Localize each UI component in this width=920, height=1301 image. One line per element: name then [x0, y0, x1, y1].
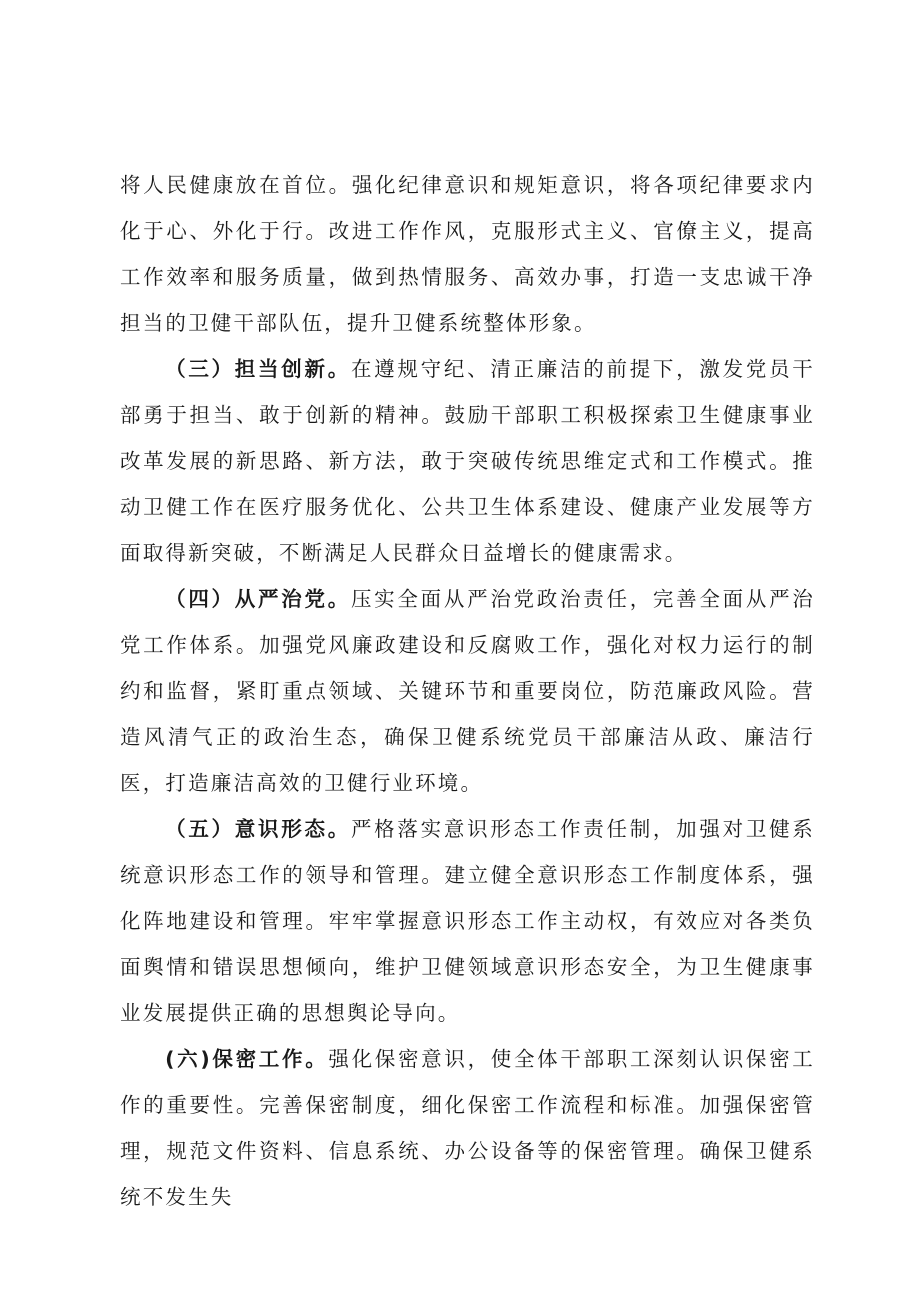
section-heading: （三）担当创新。 [165, 357, 351, 381]
section-heading: (六)保密工作。 [165, 1047, 329, 1071]
paragraph-body: 严格落实意识形态工作责任制，加强对卫健系统意识形态工作的领导和管理。建立健全意识形态工作制度体系，强化阵地建设和管理。牢牢掌握意识形态工作主动权，有效应对各类负面舆情和错误思想倾向，维护卫健领域意识形态安全，为卫生健康事业发展提供正确的思想舆论导向。 [120, 817, 815, 1025]
section-heading: （五）意识形态。 [165, 817, 351, 841]
paragraph-section-6 [120, 1036, 815, 1220]
paragraph-body: 强化保密意识，使全体干部职工深刻认识保密工作的重要性。完善保密制度，细化保密工作流程和标准。加强保密管理，规范文件资料、信息系统、办公设备等的保密管理。确保卫健系统不发生失 [120, 1047, 816, 1209]
paragraph-body: 压实全面从严治党政治责任，完善全面从严治党工作体系。加强党风廉政建设和反腐败工作，强化对权力运行的制约和监督，紧盯重点领域、关键环节和重要岗位，防范廉政风险。营造风清气正的政治生态，确保卫健系统党员干部廉洁从政、廉洁行医，打造廉洁高效的卫健行业环境。 [120, 587, 815, 795]
paragraph-section-5 [120, 806, 815, 1036]
paragraph-continuation [120, 162, 815, 346]
section-heading: （四）从严治党。 [165, 587, 351, 611]
paragraph-body: 将人民健康放在首位。强化纪律意识和规矩意识，将各项纪律要求内化于心、外化于行。改进工作作风，克服形式主义、官僚主义，提高工作效率和服务质量，做到热情服务、高效办事，打造一支忠诚干净担当的卫健干部队伍，提升卫健系统整体形象。 [120, 173, 815, 335]
document-body [120, 162, 815, 1220]
paragraph-section-4 [120, 576, 815, 806]
paragraph-body: 在遵规守纪、清正廉洁的前提下，激发党员干部勇于担当、敢于创新的精神。鼓励干部职工积极探索卫生健康事业改革发展的新思路、新方法，敢于突破传统思维定式和工作模式。推动卫健工作在医疗服务优化、公共卫生体系建设、健康产业发展等方面取得新突破，不断满足人民群众日益增长的健康需求。 [120, 357, 815, 565]
paragraph-section-3 [120, 346, 815, 576]
